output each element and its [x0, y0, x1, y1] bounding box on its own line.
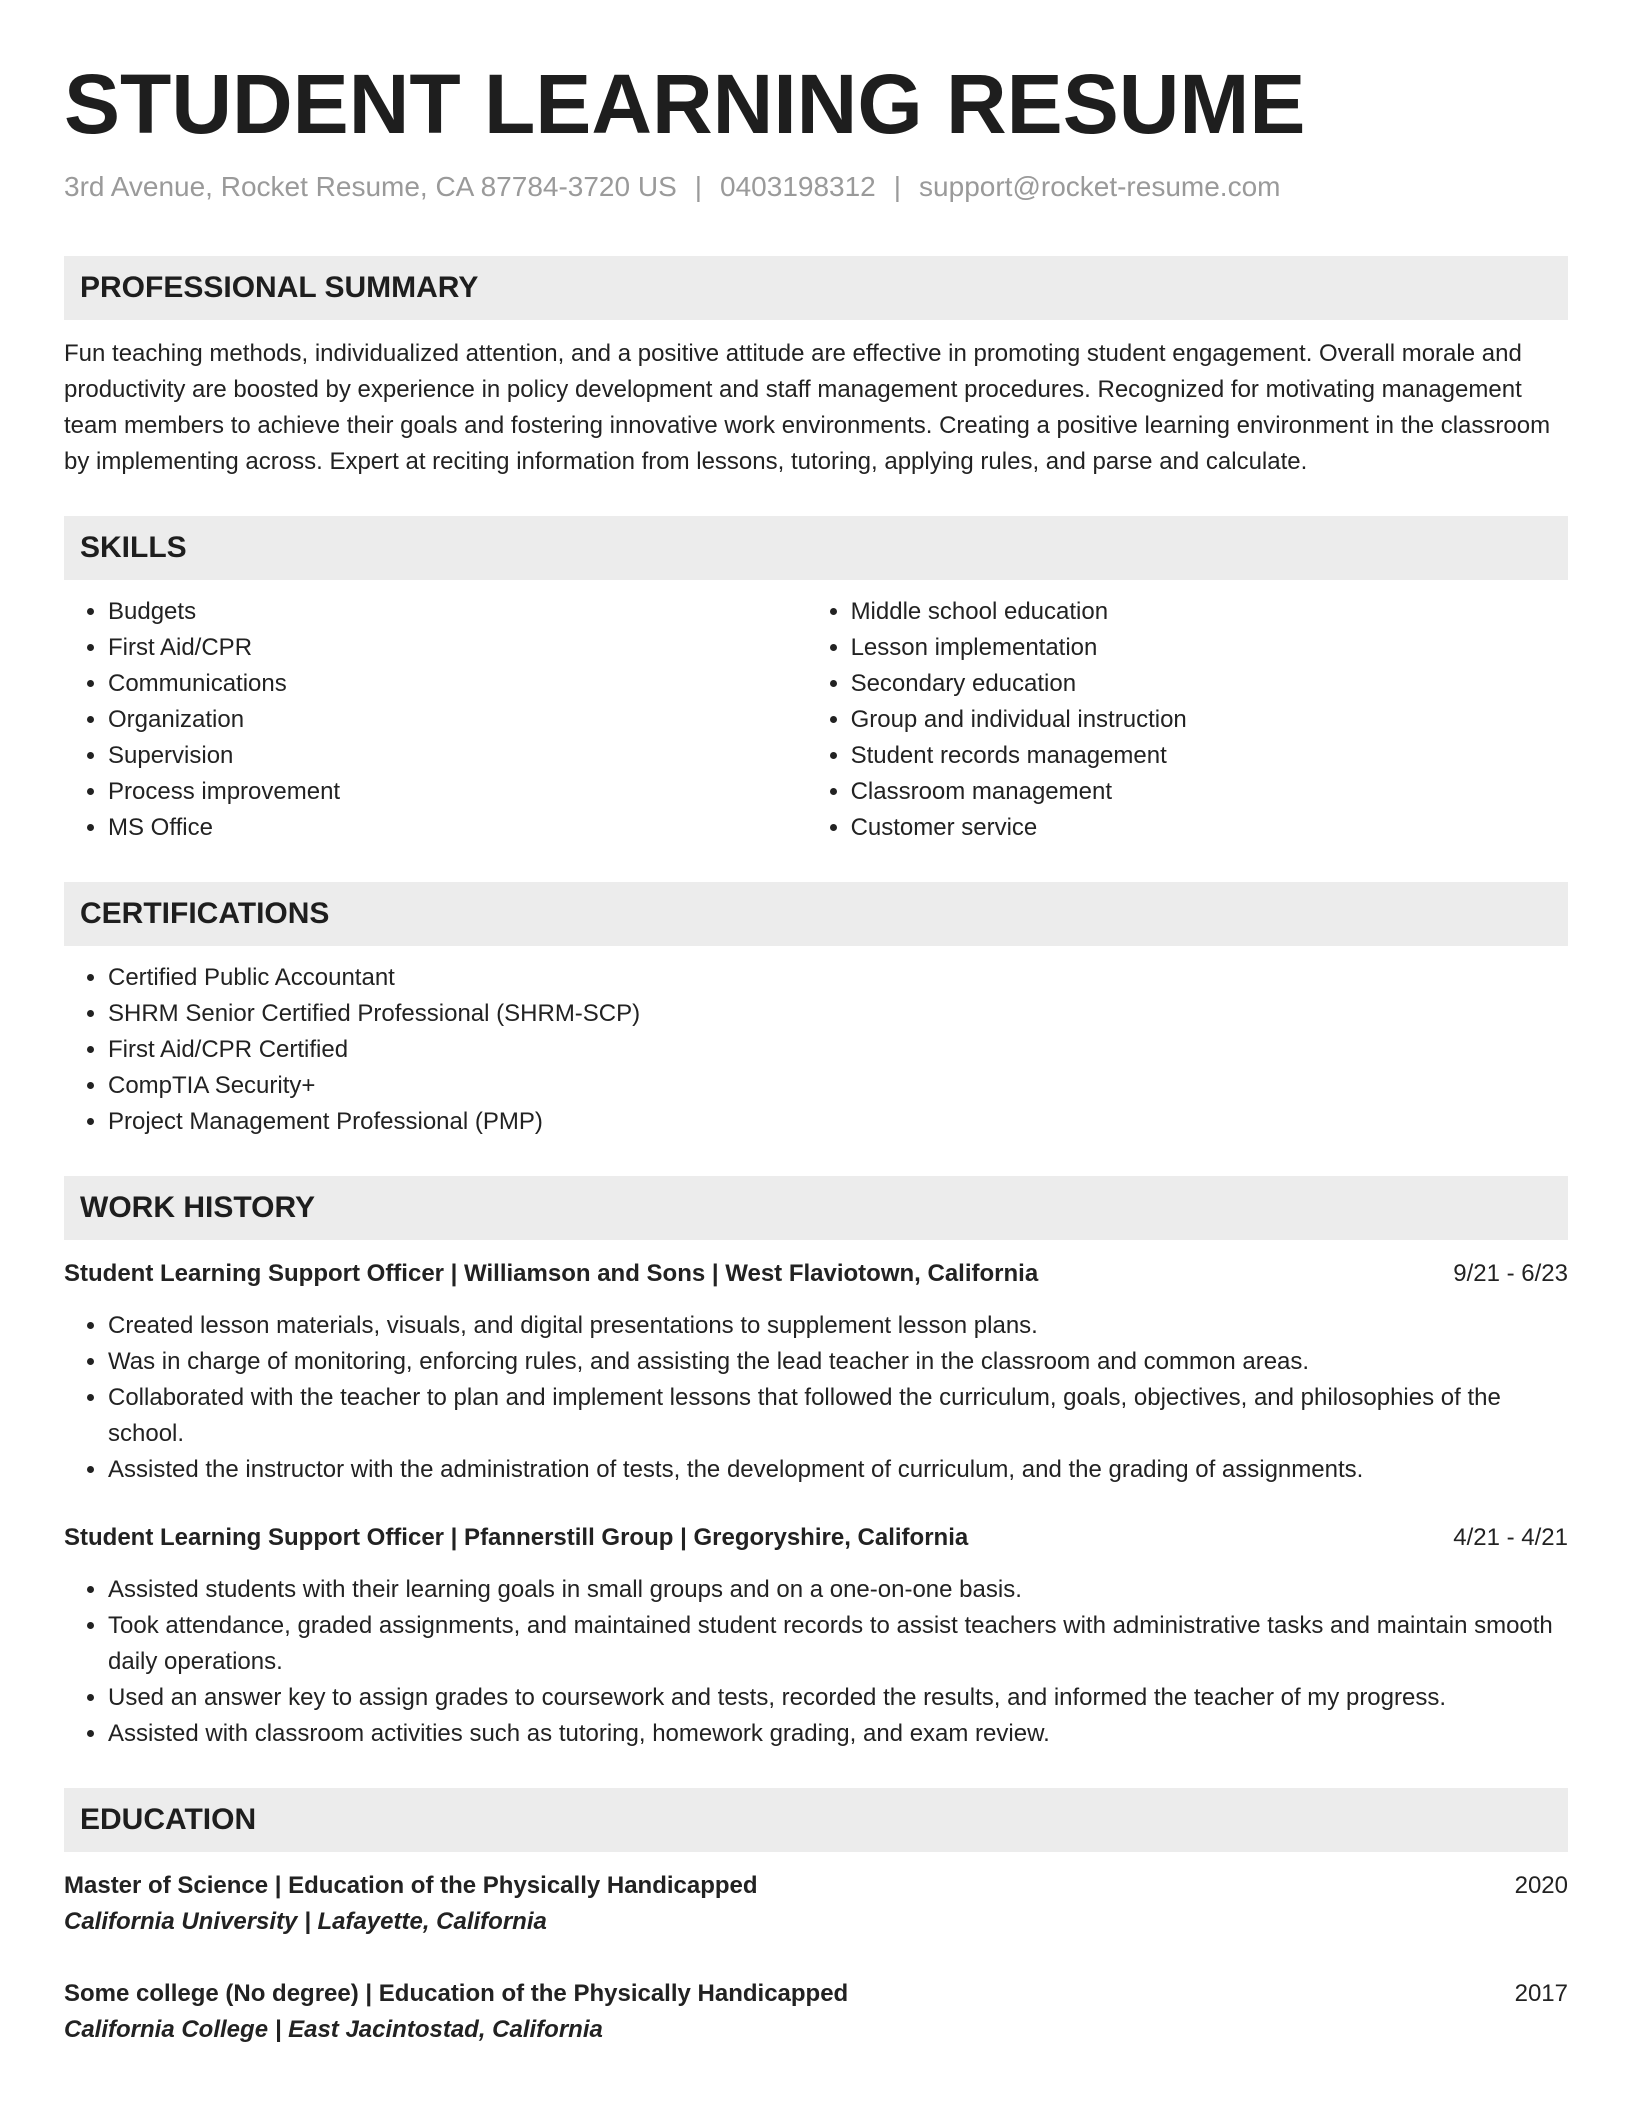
skill-item: • Student records management — [851, 738, 1568, 774]
job-header — [64, 1520, 1568, 1556]
contact-email: support@rocket-resume.com — [919, 171, 1281, 202]
job-bullets — [64, 1308, 1568, 1488]
section-heading-summary: PROFESSIONAL SUMMARY — [64, 256, 1568, 320]
certification-item: • First Aid/CPR Certified — [108, 1032, 1568, 1068]
job-title: Student Learning Support Officer | Williamson and Sons | West Flaviotown, California — [64, 1260, 1039, 1287]
education-school: California College | East Jacintostad, California — [64, 2016, 603, 2043]
section-heading-education: EDUCATION — [64, 1788, 1568, 1852]
education-degree: Master of Science | Education of the Physically Handicapped — [64, 1872, 758, 1899]
education-entry — [64, 1976, 1568, 2048]
job-bullet: • Assisted the instructor with the administration of tests, the development of curriculum, and the grading of assignments. — [108, 1452, 1568, 1488]
skills-list-left — [64, 594, 807, 846]
education-header — [64, 1868, 1568, 1904]
certifications-list — [64, 960, 1568, 1140]
education-degree: Some college (No degree) | Education of the Physically Handicapped — [64, 1980, 849, 2007]
job-header — [64, 1256, 1568, 1292]
education-year: 2017 — [1514, 1980, 1568, 2007]
education-year: 2020 — [1514, 1872, 1568, 1899]
skill-item: • Process improvement — [108, 774, 807, 810]
skill-item: • Customer service — [851, 810, 1568, 846]
contact-separator: | — [694, 171, 703, 202]
job-bullet: • Assisted with classroom activities such as tutoring, homework grading, and exam review. — [108, 1716, 1568, 1752]
job-bullet: • Used an answer key to assign grades to coursework and tests, recorded the results, and informed the teacher of my progress. — [108, 1680, 1568, 1716]
skill-item: • Budgets — [108, 594, 807, 630]
skills-grid — [64, 594, 1568, 846]
education-entry — [64, 1868, 1568, 1940]
contact-separator: | — [893, 171, 902, 202]
job-bullet: • Was in charge of monitoring, enforcing rules, and assisting the lead teacher in the classroom and common areas. — [108, 1344, 1568, 1380]
skill-item: • Secondary education — [851, 666, 1568, 702]
job-dates: 4/21 - 4/21 — [1453, 1524, 1568, 1551]
certification-item: • Project Management Professional (PMP) — [108, 1104, 1568, 1140]
section-heading-work-history: WORK HISTORY — [64, 1176, 1568, 1240]
job-bullets — [64, 1572, 1568, 1752]
job-title: Student Learning Support Officer | Pfannerstill Group | Gregoryshire, California — [64, 1524, 969, 1551]
skill-item: • Classroom management — [851, 774, 1568, 810]
skill-item: • Group and individual instruction — [851, 702, 1568, 738]
job-bullet: • Created lesson materials, visuals, and digital presentations to supplement lesson plans. — [108, 1308, 1568, 1344]
contact-address: 3rd Avenue, Rocket Resume, CA 87784-3720 US — [64, 171, 677, 202]
job-bullet: • Collaborated with the teacher to plan and implement lessons that followed the curriculum, goals, objectives, and philosophies of the school. — [108, 1380, 1568, 1452]
section-heading-skills: SKILLS — [64, 516, 1568, 580]
job-entry — [64, 1520, 1568, 1752]
skill-item: • First Aid/CPR — [108, 630, 807, 666]
skill-item: • Middle school education — [851, 594, 1568, 630]
education-header — [64, 1976, 1568, 2012]
resume-name: STUDENT LEARNING RESUME — [64, 57, 1306, 151]
contact-phone: 0403198312 — [720, 171, 876, 202]
skill-item: • Communications — [108, 666, 807, 702]
certification-item: • SHRM Senior Certified Professional (SHRM-SCP) — [108, 996, 1568, 1032]
skill-item: • Lesson implementation — [851, 630, 1568, 666]
summary-text: Fun teaching methods, individualized attention, and a positive attitude are effective in promoting student engagement. Overall morale and productivity are boosted by experience in policy development and staff management procedures. Recognized for motivating management team members to achieve their goals and fostering innovative work environments. Creating a positive learning environment in the classroom by implementing across. Expert at reciting information from lessons, tutoring, applying rules, and parse and calculate. — [64, 340, 1551, 475]
skill-item: • Supervision — [108, 738, 807, 774]
certification-item: • Certified Public Accountant — [108, 960, 1568, 996]
contact-line — [64, 170, 1568, 204]
job-entry — [64, 1256, 1568, 1488]
job-bullet: • Assisted students with their learning goals in small groups and on a one-on-one basis. — [108, 1572, 1568, 1608]
job-bullet: • Took attendance, graded assignments, and maintained student records to assist teachers with administrative tasks and maintain smooth daily operations. — [108, 1608, 1568, 1680]
skills-list-right — [807, 594, 1568, 846]
job-dates: 9/21 - 6/23 — [1453, 1260, 1568, 1287]
section-heading-certifications: CERTIFICATIONS — [64, 882, 1568, 946]
skill-item: • Organization — [108, 702, 807, 738]
skill-item: • MS Office — [108, 810, 807, 846]
certification-item: • CompTIA Security+ — [108, 1068, 1568, 1104]
education-school: California University | Lafayette, California — [64, 1908, 547, 1935]
